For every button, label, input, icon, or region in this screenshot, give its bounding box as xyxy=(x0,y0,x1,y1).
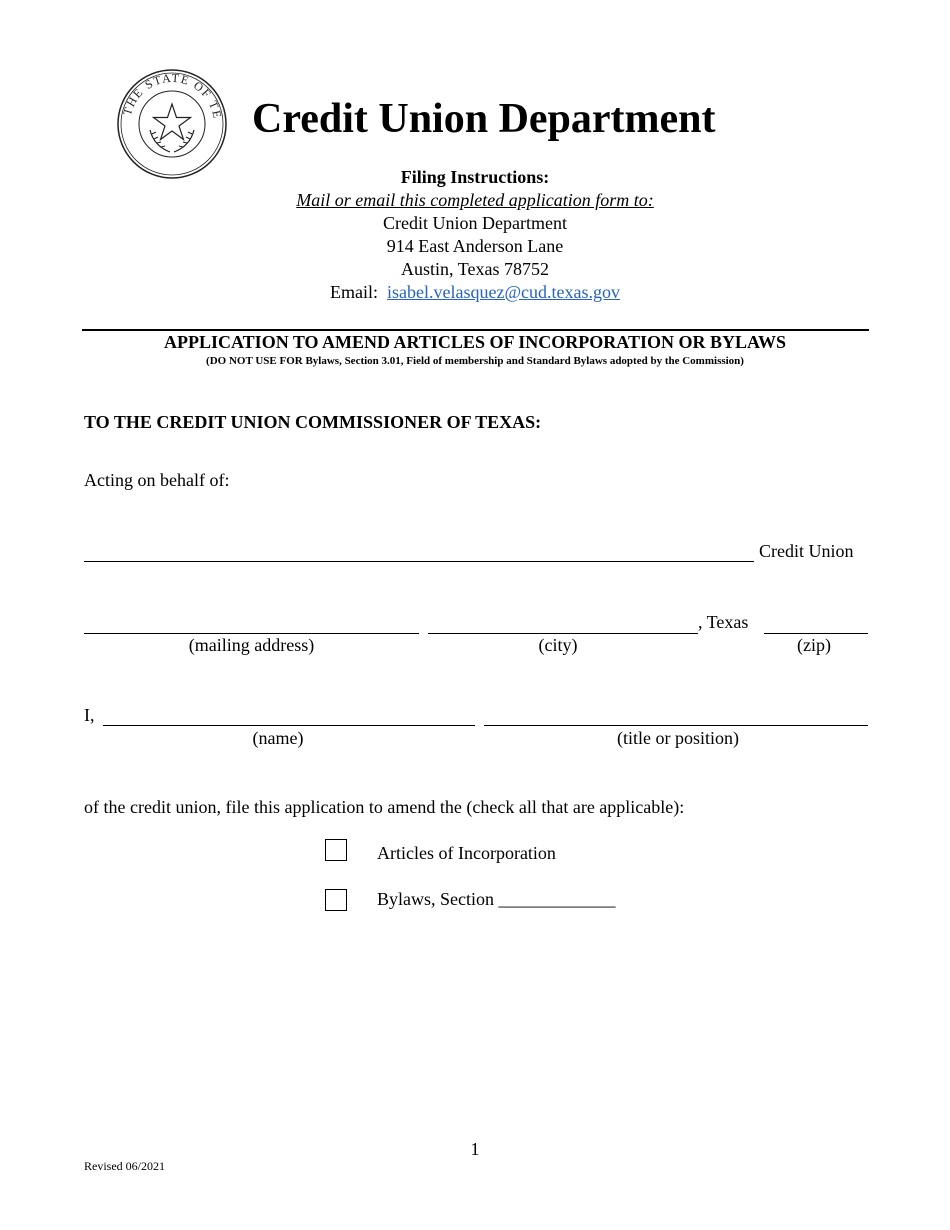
address-org: Credit Union Department xyxy=(383,213,567,233)
revised-date: Revised 06/2021 xyxy=(84,1159,165,1173)
city-label: (city) xyxy=(538,635,578,655)
application-title: APPLICATION TO AMEND ARTICLES OF INCORPORATION OR BYLAWS xyxy=(164,332,786,352)
articles-label: Articles of Incorporation xyxy=(377,843,556,863)
title-field[interactable] xyxy=(484,725,868,726)
mailing-address-field[interactable] xyxy=(84,633,419,634)
address-city: Austin, Texas 78752 xyxy=(401,259,549,279)
page-number: 1 xyxy=(470,1139,480,1159)
address-street: 914 East Anderson Lane xyxy=(386,236,564,256)
city-field[interactable] xyxy=(428,633,698,634)
filing-heading: Filing Instructions: xyxy=(400,167,550,187)
i-prefix: I, xyxy=(84,705,95,725)
name-label: (name) xyxy=(252,728,304,748)
section-divider xyxy=(82,329,869,331)
application-subtitle: (DO NOT USE FOR Bylaws, Section 3.01, Field of membership and Standard Bylaws adopted by the Commission) xyxy=(206,355,744,367)
title-label: (title or position) xyxy=(617,728,739,748)
texas-label: , Texas xyxy=(698,612,749,632)
zip-label: (zip) xyxy=(797,635,831,655)
zip-field[interactable] xyxy=(764,633,868,634)
mail-note-container xyxy=(0,190,950,211)
credit-union-suffix: Credit Union xyxy=(759,541,854,561)
mail-note: Mail or email this completed application form to: xyxy=(296,190,654,210)
name-field[interactable] xyxy=(103,725,475,726)
bylaws-checkbox[interactable] xyxy=(325,889,347,911)
svg-text:THE STATE OF TEXAS xyxy=(116,68,225,121)
credit-union-name-field[interactable] xyxy=(84,561,754,562)
articles-checkbox[interactable] xyxy=(325,839,347,861)
page-title: Credit Union Department xyxy=(252,96,716,142)
bylaws-label: Bylaws, Section _____________ xyxy=(377,889,616,909)
application-statement: of the credit union, file this application to amend the (check all that are applicable): xyxy=(84,797,685,817)
email-link[interactable]: isabel.velasquez@cud.texas.gov xyxy=(387,282,620,302)
email-label: Email: xyxy=(330,282,378,302)
mailing-address-label: (mailing address) xyxy=(188,635,315,655)
email-line xyxy=(0,282,950,303)
seal-text: THE STATE OF TE xyxy=(119,70,225,121)
salutation: TO THE CREDIT UNION COMMISSIONER OF TEXAS: xyxy=(84,412,542,432)
acting-label: Acting on behalf of: xyxy=(84,470,230,490)
texas-state-seal xyxy=(116,68,228,180)
